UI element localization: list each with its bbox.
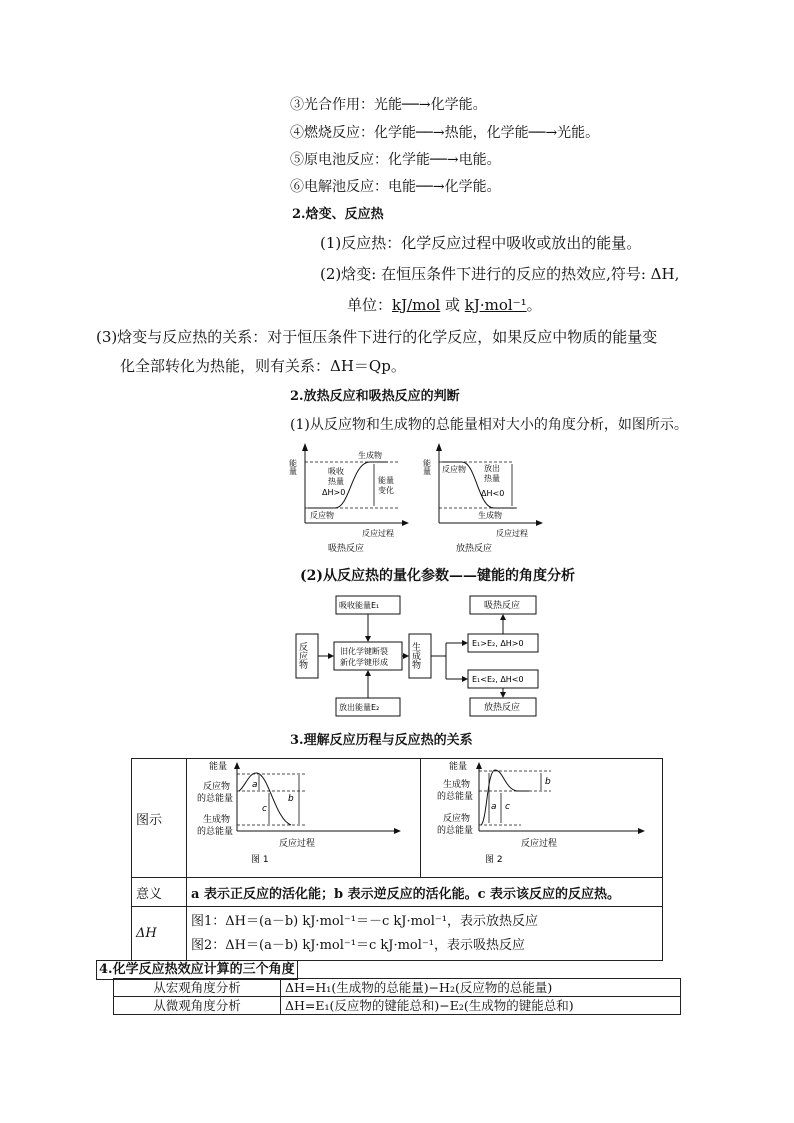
flow-condition-endo: E₁>E₂, ΔH>0	[472, 639, 524, 648]
row-label-dh: ΔH	[132, 907, 187, 961]
fig2-reactant-1: 反应物	[443, 814, 471, 824]
unit-prefix: 单位：	[347, 296, 393, 314]
endo-xlabel: 反应过程	[362, 529, 394, 538]
energy-item-galvanic-cell: ⑤原电池反应：化学能──→电能。	[290, 152, 501, 168]
enthalpy-definition: (2)焓变: 在恒压条件下进行的反应的热效应,符号: ΔH,	[320, 265, 680, 283]
fig2-c: c	[505, 802, 510, 812]
fig2-caption: 图 2	[485, 855, 503, 865]
fig1-b: b	[288, 794, 294, 804]
flow-bond-form: 新化学键形成	[340, 658, 388, 667]
fig1-ylabel: 能量	[209, 762, 228, 772]
exo-reactant-label: 反应物	[442, 465, 466, 474]
enthalpy-unit	[347, 296, 542, 314]
dh-figure-1: 图1：ΔH＝(a－b) kJ·mol⁻¹＝－c kJ·mol⁻¹，表示放热反应	[191, 913, 538, 929]
exo-caption: 放热反应	[456, 544, 493, 554]
fig2-product-2: 的总能量	[437, 792, 474, 802]
fig1-xlabel: 反应过程	[279, 839, 316, 849]
meaning-text: a 表示正反应的活化能；b 表示逆反应的活化能。c 表示该反应的反应热。	[187, 878, 663, 907]
fig1-reactant-1: 反应物	[203, 782, 231, 792]
endo-caption: 吸热反应	[328, 544, 365, 554]
endo-change-label-2: 变化	[378, 486, 394, 495]
dh-figure-2: 图2：ΔH＝(a－b) kJ·mol⁻¹＝c kJ·mol⁻¹，表示吸热反应	[191, 937, 525, 953]
unit-suffix: 。	[526, 296, 542, 314]
flow-reactant-box: 反应物	[297, 642, 307, 669]
fig2-reactant-2: 的总能量	[437, 826, 474, 836]
dh-cell	[187, 907, 663, 961]
figure-1-cell	[187, 759, 421, 878]
calc-formula-macro: ΔH=H₁(生成物的总能量)−H₂(反应物的总能量)	[281, 979, 681, 997]
calc-angle-micro: 从微观角度分析	[114, 997, 281, 1015]
row-label-figure: 图示	[132, 759, 187, 878]
relation-line-2: 化全部转化为热能，则有关系：ΔH＝Qp。	[120, 357, 406, 375]
process-figure-2	[421, 759, 661, 873]
reaction-heat-definition: (1)反应热：化学反应过程中吸收或放出的能量。	[320, 234, 642, 252]
row-label-meaning: 意义	[132, 878, 187, 907]
fig1-product-1: 生成物	[203, 815, 231, 825]
endo-reactant-label: 反应物	[310, 511, 334, 520]
exo-product-label: 生成物	[478, 511, 502, 520]
judgment-sub2: (2)从反应热的量化参数——键能的角度分析	[300, 568, 575, 584]
flow-product-box: 生成物	[410, 642, 420, 669]
bond-energy-flow-diagram	[294, 594, 544, 722]
figure-2-cell	[421, 759, 663, 878]
exo-release-label-2: 热量	[484, 474, 500, 483]
energy-item-combustion: ④燃烧反应：化学能──→热能，化学能──→光能。	[290, 125, 600, 141]
process-heading: 3.理解反应历程与反应热的关系	[290, 733, 473, 748]
endo-absorb-label-1: 吸收	[328, 467, 344, 476]
fig2-b: b	[545, 777, 551, 787]
exo-ylabel: 能量	[422, 459, 432, 475]
flow-bond-break: 旧化学键断裂	[340, 647, 388, 656]
fig1-product-2: 的总能量	[197, 827, 234, 837]
exo-release-label-1: 放出	[484, 464, 500, 473]
table-row	[114, 997, 681, 1015]
flow-exo-result: 放热反应	[484, 703, 521, 713]
fig2-product-1: 生成物	[443, 780, 471, 790]
judgment-heading: 2.放热反应和吸热反应的判断	[290, 389, 460, 404]
enthalpy-heading: 2.焓变、反应热	[292, 207, 384, 222]
flow-condition-exo: E₁<E₂, ΔH<0	[472, 675, 524, 684]
energy-item-electrolysis: ⑥电解池反应：电能──→化学能。	[290, 179, 501, 195]
endo-absorb-label-2: 热量	[328, 477, 344, 486]
exo-dh-label: ΔH<0	[481, 489, 505, 498]
exothermic-energy-diagram	[424, 441, 544, 553]
exo-xlabel: 反应过程	[496, 529, 528, 538]
unit-kj-per-mol: kJ/mol	[392, 296, 441, 314]
energy-item-photosynthesis: ③光合作用：光能──→化学能。	[290, 97, 487, 113]
flow-absorb-energy-box: 吸收能量E₁	[339, 601, 380, 610]
judgment-sub1: (1)从反应物和生成物的总能量相对大小的角度分析，如图所示。	[290, 417, 688, 433]
endo-ylabel: 能量	[288, 459, 298, 475]
relation-line-1: (3)焓变与反应热的关系：对于恒压条件下进行的化学反应，如果反应中物质的能量变	[96, 328, 658, 346]
fig2-a: a	[491, 802, 497, 812]
calc-formula-micro: ΔH=E₁(反应物的键能总和)−E₂(生成物的键能总和)	[281, 997, 681, 1015]
reaction-process-table	[131, 758, 663, 961]
fig1-c: c	[262, 804, 267, 814]
fig2-ylabel: 能量	[449, 762, 468, 772]
endothermic-energy-diagram	[290, 441, 410, 553]
calc-heading: 4.化学反应热效应计算的三个角度	[96, 960, 298, 980]
calc-section	[96, 958, 682, 980]
calc-table	[113, 978, 681, 1015]
flow-endo-result: 吸热反应	[484, 601, 521, 611]
fig1-a: a	[252, 780, 258, 790]
fig2-xlabel: 反应过程	[521, 839, 558, 849]
calc-angle-macro: 从宏观角度分析	[114, 979, 281, 997]
fig1-caption: 图 1	[251, 855, 269, 865]
endo-product-label: 生成物	[358, 451, 382, 460]
unit-kj-mol-inverse: kJ·mol⁻¹	[464, 296, 527, 314]
process-figure-1	[187, 759, 420, 873]
endo-change-label-1: 能量	[378, 476, 394, 485]
endo-dh-label: ΔH>0	[322, 488, 346, 497]
table-row	[114, 979, 681, 997]
flow-release-energy-box: 放出能量E₂	[339, 703, 380, 712]
unit-or: 或	[440, 296, 465, 314]
fig1-reactant-2: 的总能量	[197, 794, 234, 804]
